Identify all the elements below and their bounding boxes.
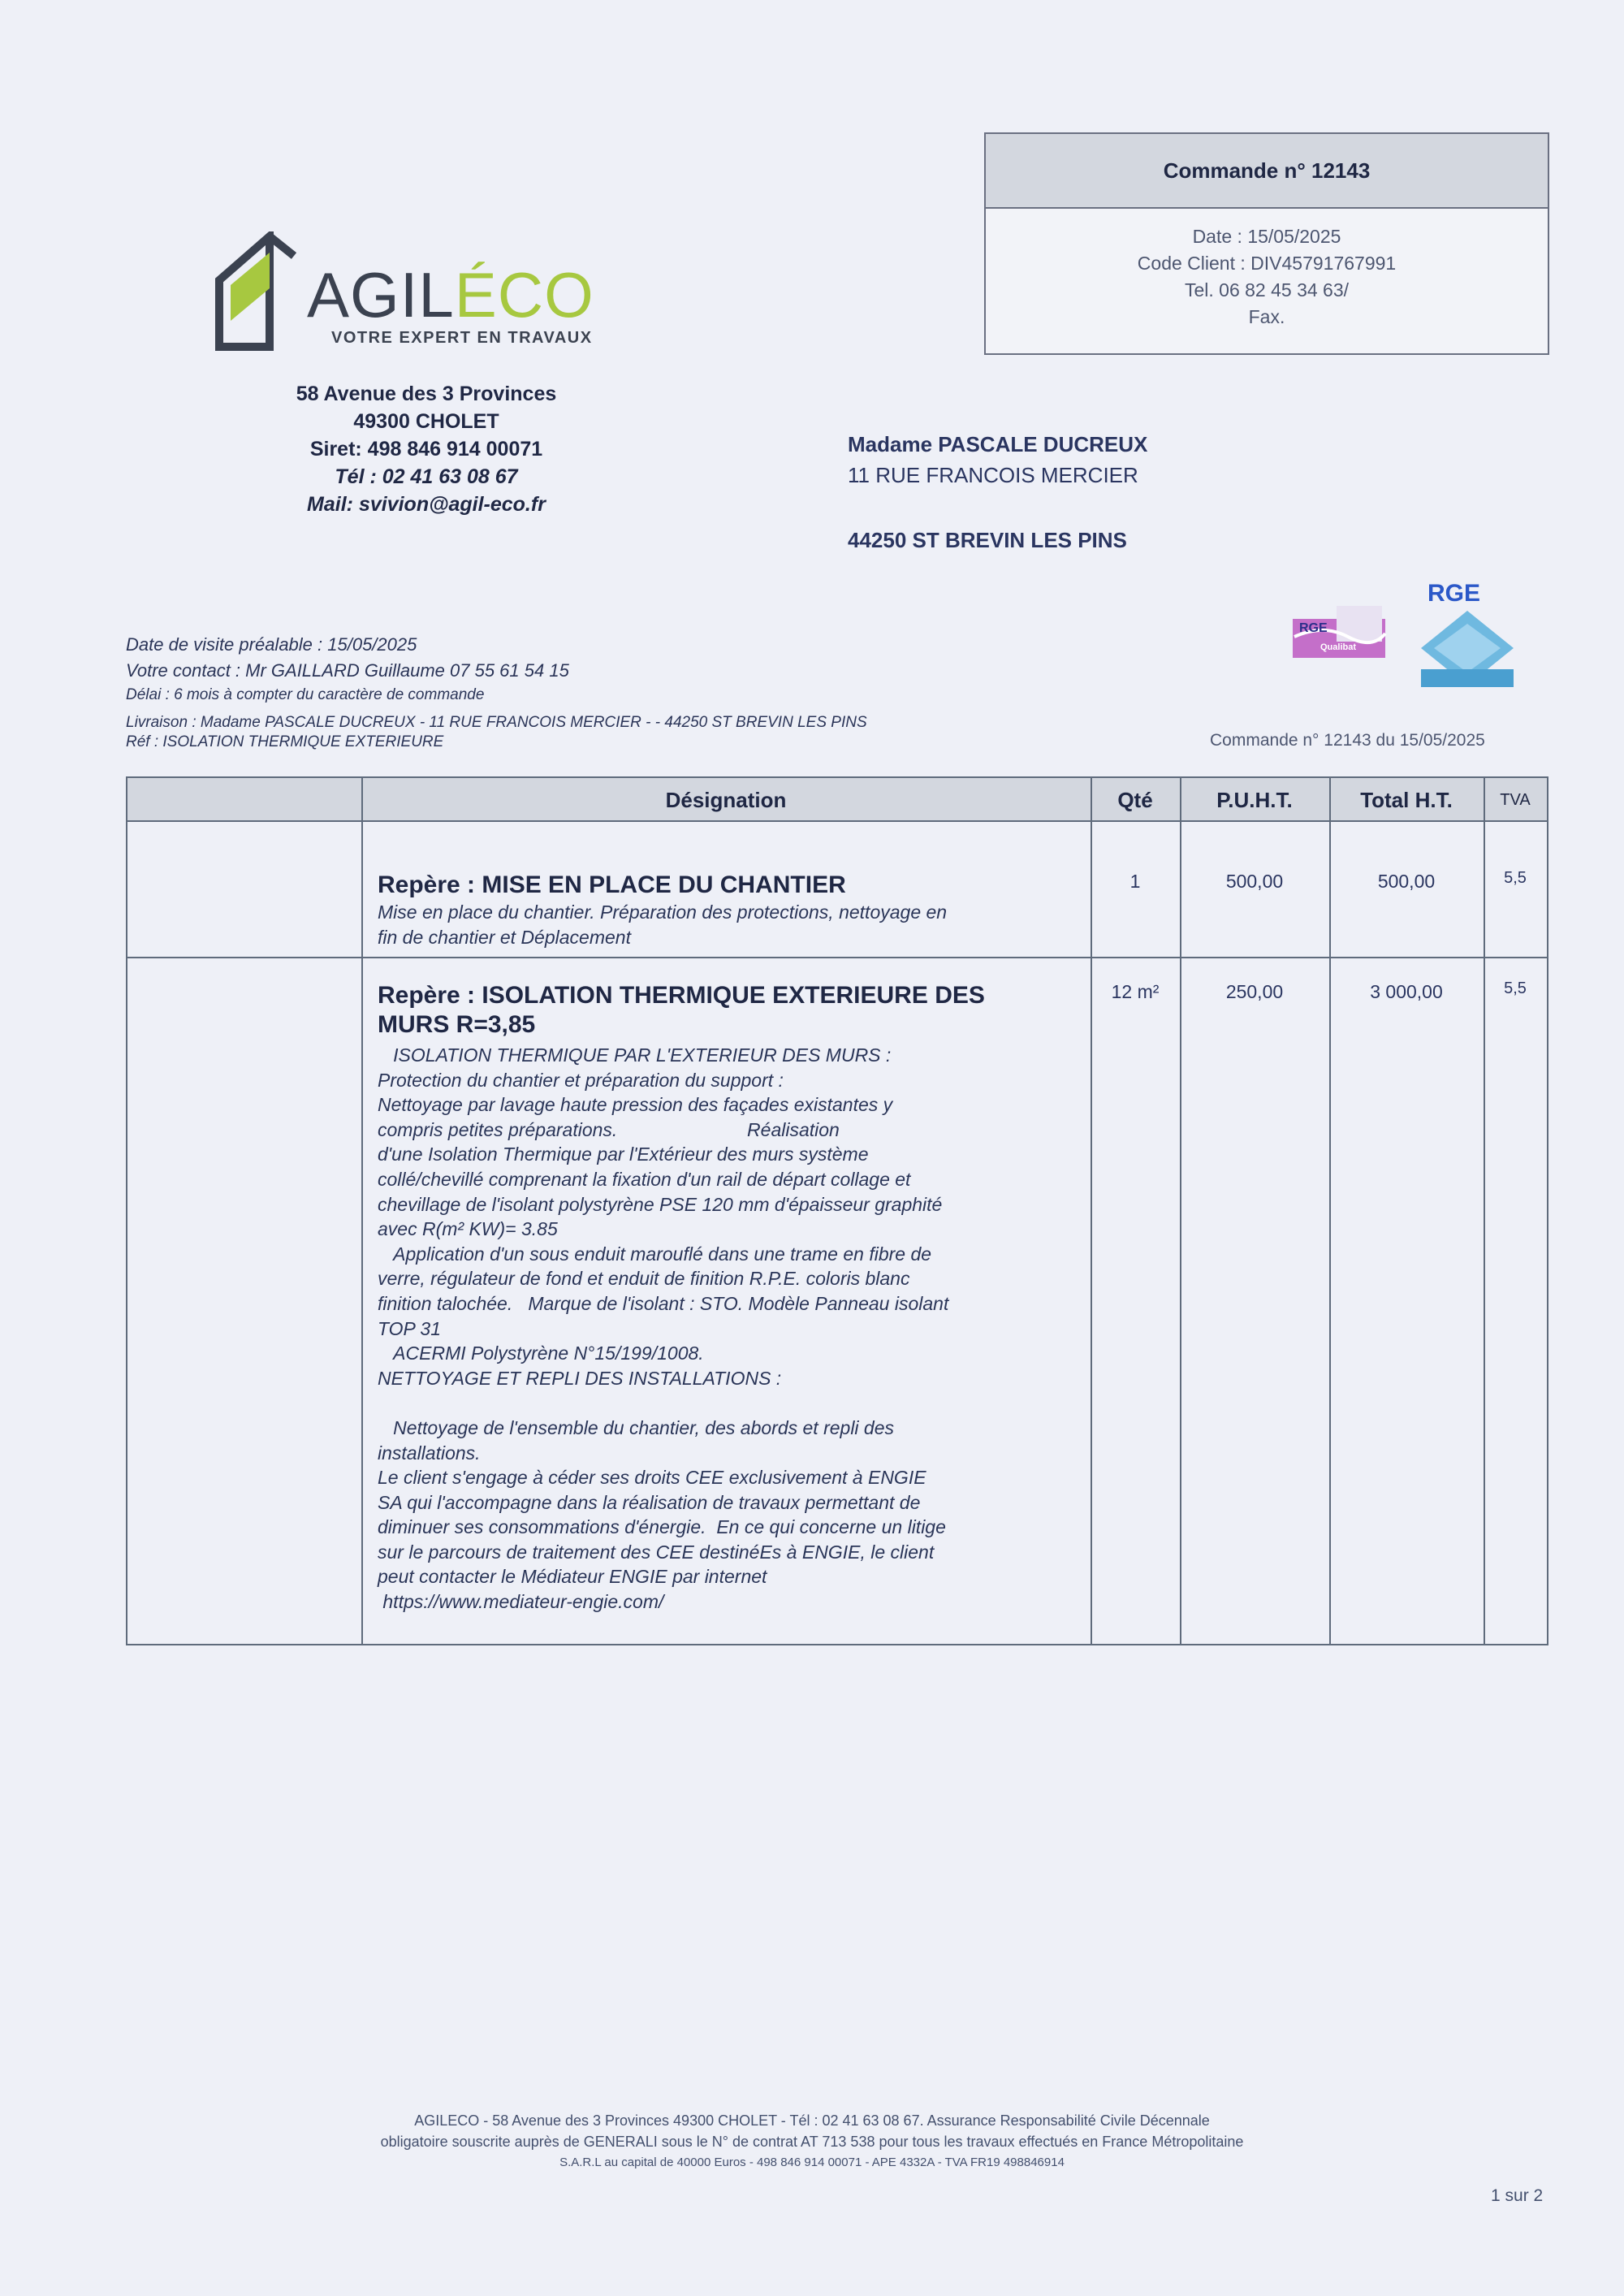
order-date: Date : 15/05/2025: [1192, 226, 1341, 247]
house-logo-icon: [213, 231, 302, 352]
row-2-unit-price: 250,00: [1225, 981, 1284, 1002]
row-2-total: 3 000,00: [1370, 981, 1443, 1002]
client-address: [848, 429, 1147, 556]
client-city: 44250 ST BREVIN LES PINS: [848, 528, 1127, 552]
order-client-code: Code Client : DIV45791767991: [1137, 253, 1397, 274]
client-street: 11 RUE FRANCOIS MERCIER: [848, 463, 1138, 487]
row-1-total: 500,00: [1377, 871, 1436, 892]
row-1-title: Repère : MISE EN PLACE DU CHANTIER: [378, 871, 846, 898]
order-tel: Tel. 06 82 45 34 63/: [1184, 279, 1350, 301]
order-info: [126, 632, 867, 750]
order-reference-date: Commande n° 12143 du 15/05/2025: [1210, 731, 1485, 750]
row-2-title: Repère : ISOLATION THERMIQUE EXTERIEURE DES MURS R=3,85: [378, 982, 985, 1038]
header-unit-price: P.U.H.T.: [1216, 788, 1293, 812]
page-footer: [162, 2110, 1462, 2173]
company-tagline: VOTRE EXPERT EN TRAVAUX: [331, 329, 593, 347]
row-1-tva: 5,5: [1504, 869, 1527, 887]
row-1-description: Mise en place du chantier. Préparation des protections, nettoyage en fin de chantier et Déplacement: [378, 902, 948, 948]
company-address-line2: 49300 CHOLET: [353, 410, 499, 433]
quote-table: [126, 776, 1548, 1645]
visit-date: Date de visite préalable : 15/05/2025: [126, 634, 417, 655]
header-total: Total H.T.: [1360, 788, 1453, 812]
delay-line: Délai : 6 mois à compter du caractère de commande: [126, 686, 485, 703]
header-qty: Qté: [1117, 788, 1153, 812]
logo-word-eco: ÉCO: [454, 259, 594, 331]
row-2-qty: 12 m²: [1111, 981, 1160, 1002]
order-title: Commande n° 12143: [986, 134, 1548, 209]
client-name: Madame PASCALE DUCREUX: [848, 432, 1148, 456]
order-fax: Fax.: [1248, 306, 1285, 327]
header-tva: TVA: [1500, 791, 1531, 809]
contact-line: Votre contact : Mr GAILLARD Guillaume 07 55 61 54 15: [126, 660, 569, 681]
company-logo-text: [307, 258, 594, 332]
rge-badge-2-label: RGE: [1427, 580, 1481, 607]
footer-line1: AGILECO - 58 Avenue des 3 Provinces 49300 CHOLET - Tél : 02 41 63 08 67. Assurance Responsabilité Civile Décennale: [414, 2112, 1210, 2129]
company-mail: Mail: svivion@agil-eco.fr: [307, 493, 546, 516]
logo-word-agil: AGIL: [307, 259, 455, 331]
rge-qualibat-badge-icon: [1291, 604, 1387, 659]
company-phone: Tél : 02 41 63 08 67: [335, 465, 518, 488]
row-2-tva: 5,5: [1504, 979, 1527, 997]
rge-badge-1-label: RGE: [1299, 621, 1328, 635]
delivery-line: Livraison : Madame PASCALE DUCREUX - 11 RUE FRANCOIS MERCIER - - 44250 ST BREVIN LES PINS: [126, 714, 867, 731]
reference-line: Réf : ISOLATION THERMIQUE EXTERIEURE: [126, 733, 444, 750]
row-1-qty: 1: [1129, 871, 1141, 892]
row-1-unit-price: 500,00: [1225, 871, 1284, 892]
rge-badge-icon: [1419, 578, 1515, 689]
order-box: [984, 132, 1549, 355]
row-2-description: ISOLATION THERMIQUE PAR L'EXTERIEUR DES MURS : Protection du chantier et préparation du support : Nettoyage par lavage haute pression des façades existantes y compris petites préparations. Réalisation d'une Isolation Thermique par l'Extérieur des murs système collé/chevillé comprenant la fixation d'un rail de départ collage et chevillage de l'isolant polystyrène PSE 120 mm d'épaisseur graphité avec R(m² KW)= 3.85 Application d'un sous enduit marouflé dans une trame en fibre de verre, régulateur de fond et enduit de finition R.P.E. coloris blanc finition talochée. Marque de l'isolant : STO. Modèle Panneau isolant TOP 31 ACERMI Polystyrène N°15/199/1008. NETTOYAGE ET REPLI DES INSTALLATIONS : Nettoyage de l'ensemble du chantier, des abords et repli des installations. Le client s'engage à céder ses droits CEE exclusivement à ENGIE SA qui l'accompagne dans la réalisation de travaux permettant de diminuer ses consommations d'énergie. En ce qui concerne un litige sur le parcours de traitement des CEE destinéEs à ENGIE, le client peut contacter le Médiateur ENGIE par internet https://www.mediateur-engie.com/: [378, 1044, 949, 1613]
page-number: 1 sur 2: [1491, 2186, 1544, 2205]
company-siret: Siret: 498 846 914 00071: [309, 438, 543, 460]
company-info: [244, 380, 609, 518]
footer-line2: obligatoire souscrite auprès de GENERALI sous le N° de contrat AT 713 538 pour tous les travaux effectués en France Métropolitaine: [380, 2134, 1244, 2150]
footer-line3: S.A.R.L au capital de 40000 Euros - 498 846 914 00071 - APE 4332A - TVA FR19 498846914: [559, 2155, 1065, 2169]
rge-badge-1-sub: Qualibat: [1320, 642, 1357, 652]
header-designation: Désignation: [665, 788, 787, 812]
company-address-line1: 58 Avenue des 3 Provinces: [296, 383, 557, 405]
